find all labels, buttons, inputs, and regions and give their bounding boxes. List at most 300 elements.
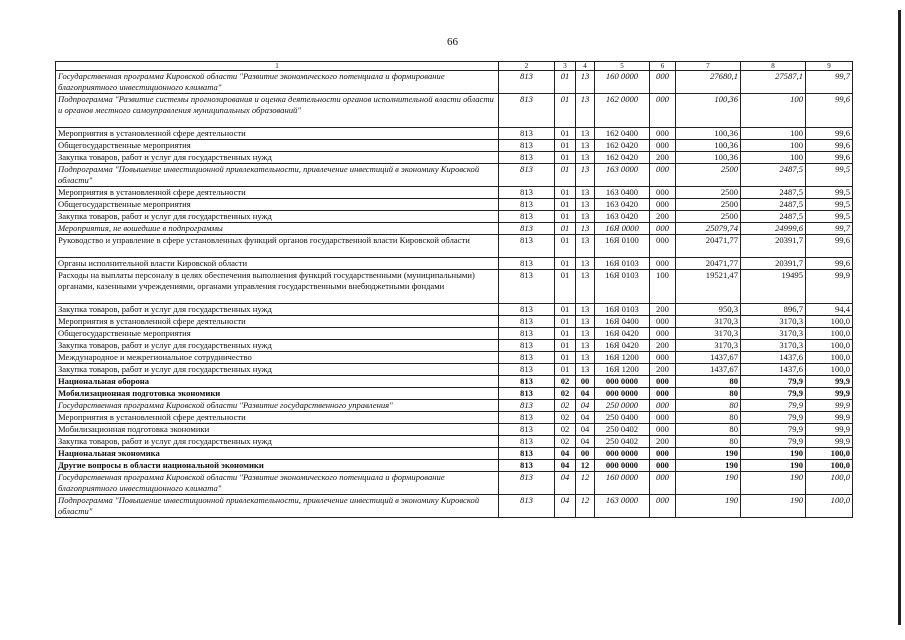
cell-actual-amount: 2487,5	[741, 164, 806, 187]
column-number-header-row	[56, 62, 853, 71]
cell-section-code: 04	[555, 448, 576, 460]
cell-planned-amount: 2500	[676, 164, 741, 187]
column-number: 3	[555, 62, 576, 71]
cell-target-article: 16Я 0420	[595, 340, 650, 352]
table-row	[56, 412, 853, 424]
cell-percent-complete: 99,5	[806, 164, 853, 187]
row-name: Другие вопросы в области национальной экономики	[56, 460, 499, 472]
table-row	[56, 460, 853, 472]
row-name: Государственная программа Кировской области "Развитие государственного управления"	[56, 400, 499, 412]
cell-planned-amount: 100,36	[676, 94, 741, 128]
cell-subsection-code: 13	[576, 71, 595, 94]
row-name: Государственная программа Кировской области "Развитие экономического потенциала и формирование благоприятного инвестиционного климата"	[56, 472, 499, 495]
row-name: Национальная оборона	[56, 376, 499, 388]
cell-percent-complete: 99,9	[806, 412, 853, 424]
cell-expense-type: 000	[650, 448, 676, 460]
cell-ministry-code: 813	[499, 187, 555, 199]
cell-subsection-code: 00	[576, 376, 595, 388]
cell-ministry-code: 813	[499, 152, 555, 164]
cell-ministry-code: 813	[499, 424, 555, 436]
cell-target-article: 162 0000	[595, 94, 650, 128]
cell-subsection-code: 13	[576, 199, 595, 211]
row-name: Национальная экономика	[56, 448, 499, 460]
table-row	[56, 304, 853, 316]
cell-actual-amount: 3170,3	[741, 316, 806, 328]
cell-expense-type: 000	[650, 352, 676, 364]
cell-percent-complete: 100,0	[806, 495, 853, 518]
cell-subsection-code: 13	[576, 164, 595, 187]
cell-section-code: 01	[555, 152, 576, 164]
cell-section-code: 01	[555, 352, 576, 364]
cell-actual-amount: 100	[741, 140, 806, 152]
cell-expense-type: 200	[650, 304, 676, 316]
cell-subsection-code: 13	[576, 316, 595, 328]
cell-percent-complete: 99,9	[806, 436, 853, 448]
table-row	[56, 270, 853, 304]
cell-percent-complete: 100,0	[806, 340, 853, 352]
cell-subsection-code: 04	[576, 400, 595, 412]
cell-expense-type: 200	[650, 340, 676, 352]
cell-target-article: 16Я 0420	[595, 328, 650, 340]
cell-percent-complete: 100,0	[806, 448, 853, 460]
table-row	[56, 211, 853, 223]
cell-expense-type: 000	[650, 71, 676, 94]
cell-ministry-code: 813	[499, 270, 555, 304]
cell-target-article: 163 0420	[595, 211, 650, 223]
cell-subsection-code: 12	[576, 495, 595, 518]
cell-section-code: 01	[555, 140, 576, 152]
table-row	[56, 152, 853, 164]
cell-expense-type: 200	[650, 436, 676, 448]
cell-planned-amount: 80	[676, 376, 741, 388]
cell-section-code: 01	[555, 187, 576, 199]
cell-actual-amount: 19495	[741, 270, 806, 304]
cell-planned-amount: 190	[676, 495, 741, 518]
cell-ministry-code: 813	[499, 316, 555, 328]
table-row	[56, 328, 853, 340]
row-name: Международное и межрегиональное сотрудничество	[56, 352, 499, 364]
cell-target-article: 163 0000	[595, 495, 650, 518]
row-name: Закупка товаров, работ и услуг для государственных нужд	[56, 364, 499, 376]
row-name: Мероприятия в установленной сфере деятельности	[56, 187, 499, 199]
cell-subsection-code: 04	[576, 412, 595, 424]
cell-expense-type: 200	[650, 152, 676, 164]
cell-planned-amount: 100,36	[676, 128, 741, 140]
cell-planned-amount: 190	[676, 472, 741, 495]
cell-target-article: 16Я 0400	[595, 316, 650, 328]
table-row	[56, 164, 853, 187]
cell-subsection-code: 13	[576, 94, 595, 128]
cell-ministry-code: 813	[499, 436, 555, 448]
cell-percent-complete: 94,4	[806, 304, 853, 316]
cell-planned-amount: 1437,67	[676, 364, 741, 376]
cell-ministry-code: 813	[499, 364, 555, 376]
cell-section-code: 01	[555, 235, 576, 258]
cell-expense-type: 000	[650, 140, 676, 152]
cell-subsection-code: 00	[576, 448, 595, 460]
cell-section-code: 01	[555, 71, 576, 94]
cell-ministry-code: 813	[499, 199, 555, 211]
cell-target-article: 250 0400	[595, 412, 650, 424]
cell-subsection-code: 13	[576, 152, 595, 164]
cell-target-article: 163 0420	[595, 199, 650, 211]
cell-target-article: 000 0000	[595, 388, 650, 400]
column-number: 4	[576, 62, 595, 71]
column-number: 5	[595, 62, 650, 71]
cell-percent-complete: 100,0	[806, 472, 853, 495]
table-row	[56, 400, 853, 412]
cell-actual-amount: 3170,3	[741, 328, 806, 340]
cell-percent-complete: 99,9	[806, 388, 853, 400]
cell-actual-amount: 100	[741, 128, 806, 140]
cell-ministry-code: 813	[499, 235, 555, 258]
cell-expense-type: 100	[650, 270, 676, 304]
cell-planned-amount: 80	[676, 400, 741, 412]
cell-ministry-code: 813	[499, 164, 555, 187]
cell-subsection-code: 12	[576, 460, 595, 472]
cell-actual-amount: 2487,5	[741, 187, 806, 199]
table-row	[56, 340, 853, 352]
cell-planned-amount: 20471,77	[676, 235, 741, 258]
cell-expense-type: 000	[650, 328, 676, 340]
cell-ministry-code: 813	[499, 352, 555, 364]
cell-section-code: 04	[555, 460, 576, 472]
cell-section-code: 01	[555, 364, 576, 376]
cell-subsection-code: 13	[576, 364, 595, 376]
cell-subsection-code: 12	[576, 472, 595, 495]
cell-ministry-code: 813	[499, 94, 555, 128]
cell-ministry-code: 813	[499, 376, 555, 388]
cell-section-code: 04	[555, 472, 576, 495]
cell-target-article: 160 0000	[595, 71, 650, 94]
table-row	[56, 424, 853, 436]
cell-target-article: 162 0420	[595, 140, 650, 152]
cell-section-code: 02	[555, 376, 576, 388]
row-name: Подпрограмма "Повышение инвестиционной привлекательности, привлечение инвестиций в экономику Кировской области"	[56, 495, 499, 518]
cell-actual-amount: 1437,6	[741, 352, 806, 364]
cell-subsection-code: 13	[576, 235, 595, 258]
cell-section-code: 01	[555, 223, 576, 235]
cell-subsection-code: 13	[576, 128, 595, 140]
table-row	[56, 388, 853, 400]
row-name: Расходы на выплаты персоналу в целях обеспечения выполнения функций государственными (муниципальными) органами, казенными учреждениями, органами управления государственными внебюджетными фондами	[56, 270, 499, 304]
cell-planned-amount: 1437,67	[676, 352, 741, 364]
cell-actual-amount: 190	[741, 472, 806, 495]
cell-actual-amount: 896,7	[741, 304, 806, 316]
cell-target-article: 16Я 0103	[595, 270, 650, 304]
cell-section-code: 02	[555, 412, 576, 424]
row-name: Государственная программа Кировской области "Развитие экономического потенциала и формирование благоприятного инвестиционного климата"	[56, 71, 499, 94]
cell-section-code: 01	[555, 164, 576, 187]
cell-percent-complete: 100,0	[806, 316, 853, 328]
cell-ministry-code: 813	[499, 460, 555, 472]
cell-percent-complete: 99,6	[806, 128, 853, 140]
cell-expense-type: 200	[650, 211, 676, 223]
row-name: Мобилизационная подготовка экономики	[56, 424, 499, 436]
cell-planned-amount: 19521,47	[676, 270, 741, 304]
cell-percent-complete: 99,9	[806, 376, 853, 388]
cell-target-article: 16Я 1200	[595, 352, 650, 364]
cell-expense-type: 000	[650, 187, 676, 199]
cell-target-article: 16Я 0103	[595, 304, 650, 316]
cell-planned-amount: 2500	[676, 199, 741, 211]
cell-actual-amount: 190	[741, 460, 806, 472]
cell-percent-complete: 99,9	[806, 424, 853, 436]
page-number: 66	[447, 36, 458, 48]
cell-target-article: 163 0000	[595, 164, 650, 187]
cell-planned-amount: 80	[676, 412, 741, 424]
cell-actual-amount: 2487,5	[741, 211, 806, 223]
cell-subsection-code: 04	[576, 424, 595, 436]
cell-expense-type: 000	[650, 316, 676, 328]
cell-planned-amount: 3170,3	[676, 340, 741, 352]
cell-target-article: 163 0400	[595, 187, 650, 199]
cell-target-article: 16Я 0100	[595, 235, 650, 258]
cell-section-code: 01	[555, 316, 576, 328]
cell-actual-amount: 79,9	[741, 424, 806, 436]
cell-expense-type: 000	[650, 223, 676, 235]
cell-ministry-code: 813	[499, 211, 555, 223]
cell-target-article: 160 0000	[595, 472, 650, 495]
cell-percent-complete: 99,6	[806, 140, 853, 152]
cell-subsection-code: 13	[576, 211, 595, 223]
cell-actual-amount: 2487,5	[741, 199, 806, 211]
cell-planned-amount: 190	[676, 460, 741, 472]
table-row	[56, 199, 853, 211]
cell-subsection-code: 13	[576, 328, 595, 340]
cell-percent-complete: 99,6	[806, 258, 853, 270]
row-name: Закупка товаров, работ и услуг для государственных нужд	[56, 211, 499, 223]
column-number: 8	[741, 62, 806, 71]
cell-expense-type: 000	[650, 412, 676, 424]
cell-target-article: 250 0000	[595, 400, 650, 412]
cell-percent-complete: 99,9	[806, 270, 853, 304]
table-row	[56, 472, 853, 495]
cell-expense-type: 000	[650, 400, 676, 412]
cell-target-article: 000 0000	[595, 448, 650, 460]
cell-percent-complete: 99,6	[806, 94, 853, 128]
cell-ministry-code: 813	[499, 140, 555, 152]
cell-actual-amount: 27587,1	[741, 71, 806, 94]
cell-percent-complete: 99,5	[806, 199, 853, 211]
cell-section-code: 01	[555, 258, 576, 270]
cell-actual-amount: 1437,6	[741, 364, 806, 376]
cell-planned-amount: 2500	[676, 211, 741, 223]
cell-target-article: 16Я 0000	[595, 223, 650, 235]
table-row	[56, 352, 853, 364]
cell-planned-amount: 190	[676, 448, 741, 460]
cell-percent-complete: 100,0	[806, 352, 853, 364]
cell-section-code: 02	[555, 436, 576, 448]
cell-section-code: 02	[555, 400, 576, 412]
table-row	[56, 376, 853, 388]
row-name: Мероприятия в установленной сфере деятельности	[56, 316, 499, 328]
table-row	[56, 316, 853, 328]
cell-target-article: 000 0000	[595, 376, 650, 388]
cell-ministry-code: 813	[499, 472, 555, 495]
cell-actual-amount: 3170,3	[741, 340, 806, 352]
table-row	[56, 223, 853, 235]
row-name: Закупка товаров, работ и услуг для государственных нужд	[56, 340, 499, 352]
cell-target-article: 16Я 0103	[595, 258, 650, 270]
column-number: 1	[56, 62, 499, 71]
cell-subsection-code: 04	[576, 436, 595, 448]
row-name: Подпрограмма "Повышение инвестиционной привлекательности, привлечение инвестиций в экономику Кировской области"	[56, 164, 499, 187]
cell-ministry-code: 813	[499, 448, 555, 460]
cell-actual-amount: 79,9	[741, 400, 806, 412]
cell-percent-complete: 100,0	[806, 460, 853, 472]
cell-ministry-code: 813	[499, 388, 555, 400]
cell-target-article: 250 0402	[595, 424, 650, 436]
cell-section-code: 01	[555, 211, 576, 223]
cell-actual-amount: 20391,7	[741, 235, 806, 258]
cell-ministry-code: 813	[499, 71, 555, 94]
table-row	[56, 128, 853, 140]
cell-subsection-code: 13	[576, 270, 595, 304]
cell-subsection-code: 13	[576, 223, 595, 235]
table-row	[56, 448, 853, 460]
cell-planned-amount: 80	[676, 424, 741, 436]
cell-actual-amount: 24999,6	[741, 223, 806, 235]
cell-section-code: 02	[555, 388, 576, 400]
cell-expense-type: 000	[650, 388, 676, 400]
cell-percent-complete: 100,0	[806, 328, 853, 340]
row-name: Общегосударственные мероприятия	[56, 328, 499, 340]
cell-section-code: 01	[555, 340, 576, 352]
cell-subsection-code: 13	[576, 187, 595, 199]
table-row	[56, 71, 853, 94]
row-name: Мероприятия в установленной сфере деятельности	[56, 128, 499, 140]
table-row	[56, 235, 853, 258]
cell-section-code: 01	[555, 304, 576, 316]
column-number: 2	[499, 62, 555, 71]
cell-ministry-code: 813	[499, 258, 555, 270]
cell-expense-type: 000	[650, 495, 676, 518]
cell-actual-amount: 79,9	[741, 388, 806, 400]
cell-ministry-code: 813	[499, 128, 555, 140]
cell-target-article: 162 0420	[595, 152, 650, 164]
cell-expense-type: 000	[650, 376, 676, 388]
table-row	[56, 436, 853, 448]
row-name: Органы исполнительной власти Кировской области	[56, 258, 499, 270]
cell-subsection-code: 13	[576, 352, 595, 364]
cell-ministry-code: 813	[499, 328, 555, 340]
cell-subsection-code: 13	[576, 340, 595, 352]
cell-ministry-code: 813	[499, 412, 555, 424]
cell-section-code: 01	[555, 128, 576, 140]
row-name: Подпрограмма "Развитие системы прогнозирования и оценка деятельности органов исполнительной власти области и органов местного самоуправления муниципальных образований"	[56, 94, 499, 128]
cell-actual-amount: 190	[741, 448, 806, 460]
budget-table	[55, 61, 853, 518]
cell-ministry-code: 813	[499, 495, 555, 518]
cell-planned-amount: 80	[676, 436, 741, 448]
cell-percent-complete: 99,9	[806, 400, 853, 412]
row-name: Общегосударственные мероприятия	[56, 140, 499, 152]
cell-target-article: 250 0402	[595, 436, 650, 448]
row-name: Мобилизационная подготовка экономики	[56, 388, 499, 400]
row-name: Закупка товаров, работ и услуг для государственных нужд	[56, 152, 499, 164]
cell-subsection-code: 13	[576, 140, 595, 152]
row-name: Мероприятия в установленной сфере деятельности	[56, 412, 499, 424]
column-number: 9	[806, 62, 853, 71]
cell-expense-type: 000	[650, 258, 676, 270]
cell-target-article: 162 0400	[595, 128, 650, 140]
cell-planned-amount: 3170,3	[676, 316, 741, 328]
cell-subsection-code: 13	[576, 304, 595, 316]
table-row	[56, 364, 853, 376]
cell-section-code: 01	[555, 328, 576, 340]
cell-planned-amount: 2500	[676, 187, 741, 199]
cell-actual-amount: 20391,7	[741, 258, 806, 270]
cell-planned-amount: 950,3	[676, 304, 741, 316]
cell-expense-type: 000	[650, 164, 676, 187]
cell-ministry-code: 813	[499, 304, 555, 316]
cell-planned-amount: 20471,77	[676, 258, 741, 270]
row-name: Мероприятия, не вошедшие в подпрограммы	[56, 223, 499, 235]
cell-planned-amount: 100,36	[676, 140, 741, 152]
cell-expense-type: 000	[650, 199, 676, 211]
cell-section-code: 04	[555, 495, 576, 518]
cell-expense-type: 000	[650, 235, 676, 258]
cell-actual-amount: 100	[741, 94, 806, 128]
cell-expense-type: 000	[650, 94, 676, 128]
cell-actual-amount: 79,9	[741, 412, 806, 424]
cell-percent-complete: 99,7	[806, 71, 853, 94]
cell-section-code: 02	[555, 424, 576, 436]
cell-percent-complete: 99,6	[806, 235, 853, 258]
cell-planned-amount: 25079,74	[676, 223, 741, 235]
cell-percent-complete: 99,5	[806, 211, 853, 223]
row-name: Закупка товаров, работ и услуг для государственных нужд	[56, 304, 499, 316]
cell-planned-amount: 27680,1	[676, 71, 741, 94]
cell-subsection-code: 13	[576, 258, 595, 270]
cell-expense-type: 200	[650, 364, 676, 376]
cell-actual-amount: 79,9	[741, 376, 806, 388]
cell-actual-amount: 79,9	[741, 436, 806, 448]
cell-expense-type: 000	[650, 472, 676, 495]
cell-percent-complete: 99,5	[806, 187, 853, 199]
cell-target-article: 000 0000	[595, 460, 650, 472]
cell-planned-amount: 3170,3	[676, 328, 741, 340]
cell-expense-type: 000	[650, 128, 676, 140]
scan-edge-line	[898, 10, 901, 625]
cell-ministry-code: 813	[499, 223, 555, 235]
cell-section-code: 01	[555, 199, 576, 211]
table-row	[56, 140, 853, 152]
cell-ministry-code: 813	[499, 400, 555, 412]
column-number: 7	[676, 62, 741, 71]
row-name: Руководство и управление в сфере установленных функций органов государственной власти Кировской области	[56, 235, 499, 258]
row-name: Общегосударственные мероприятия	[56, 199, 499, 211]
table-row	[56, 495, 853, 518]
cell-expense-type: 000	[650, 460, 676, 472]
cell-ministry-code: 813	[499, 340, 555, 352]
cell-subsection-code: 04	[576, 388, 595, 400]
cell-planned-amount: 100,36	[676, 152, 741, 164]
cell-planned-amount: 80	[676, 388, 741, 400]
cell-percent-complete: 100,0	[806, 364, 853, 376]
table-row	[56, 187, 853, 199]
cell-percent-complete: 99,7	[806, 223, 853, 235]
table-row	[56, 94, 853, 128]
column-number: 6	[650, 62, 676, 71]
row-name: Закупка товаров, работ и услуг для государственных нужд	[56, 436, 499, 448]
cell-section-code: 01	[555, 94, 576, 128]
cell-target-article: 16Я 1200	[595, 364, 650, 376]
cell-percent-complete: 99,6	[806, 152, 853, 164]
table-row	[56, 258, 853, 270]
cell-actual-amount: 100	[741, 152, 806, 164]
